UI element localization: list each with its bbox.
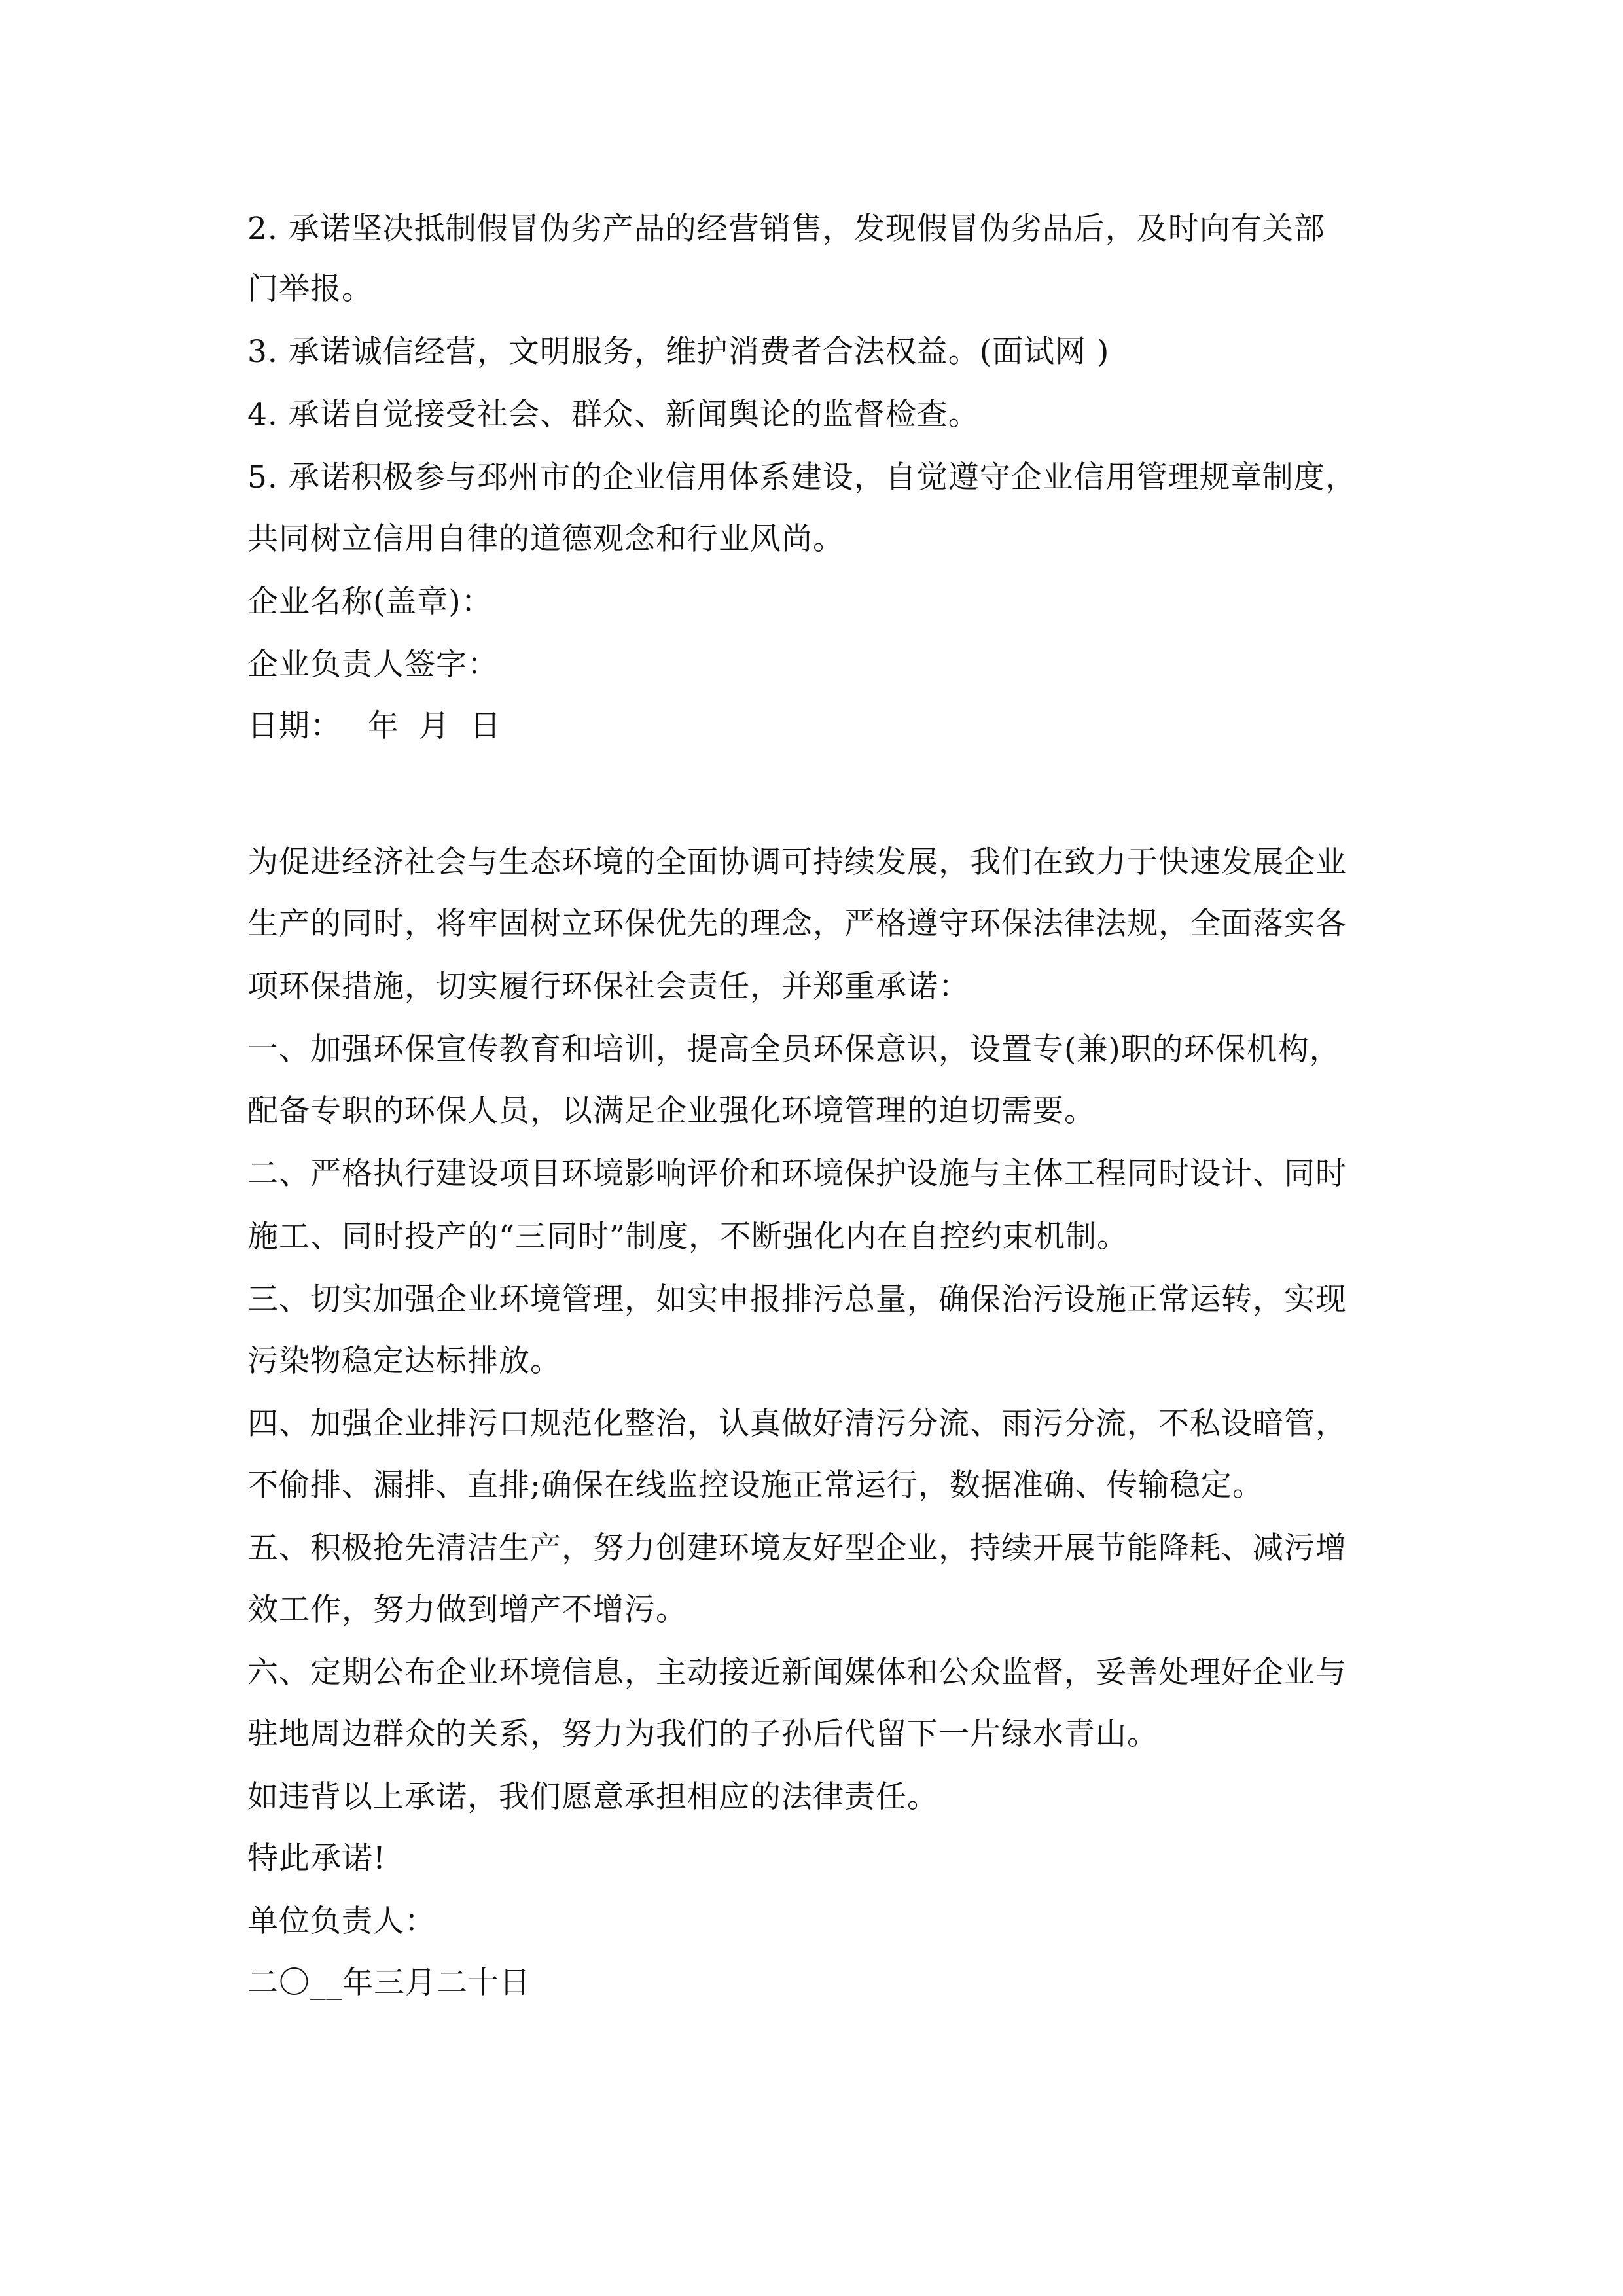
commitment-item-5-line-1: 5. 承诺积极参与邳州市的企业信用体系建设，自觉遵守企业信用管理规章制度， [247, 459, 1357, 495]
commitment-item-2-line-1: 2. 承诺坚决抵制假冒伪劣产品的经营销售，发现假冒伪劣品后，及时向有关部 [247, 211, 1325, 247]
intro-line-3: 项环保措施，切实履行环保社会责任，并郑重承诺： [247, 969, 970, 1005]
leader-signature-label: 企业负责人签字： [247, 647, 499, 683]
pledge-5-line-1: 五、积极抢先清洁生产，努力创建环境友好型企业，持续开展节能降耗、减污增 [247, 1530, 1347, 1566]
liability-statement: 如违背以上承诺，我们愿意承担相应的法律责任。 [247, 1779, 938, 1815]
date-year: 年 [368, 708, 399, 744]
pledge-1-line-2: 配备专职的环保人员，以满足企业强化环境管理的迫切需要。 [247, 1093, 1096, 1129]
pledge-2-line-1: 二、严格执行建设项目环境影响评价和环境保护设施与主体工程同时设计、同时 [247, 1156, 1347, 1192]
pledge-1-line-1: 一、加强环保宣传教育和培训，提高全员环保意识，设置专(兼)职的环保机构， [247, 1031, 1341, 1067]
pledge-2-line-2: 施工、同时投产的“三同时”制度，不断强化内在自控约束机制。 [247, 1219, 1129, 1255]
closing-statement: 特此承诺! [247, 1840, 386, 1876]
pledge-5-line-2: 效工作，努力做到增产不增污。 [247, 1592, 687, 1628]
date-day: 日 [470, 708, 501, 744]
pledge-6-line-2: 驻地周边群众的关系，努力为我们的子孙后代留下一片绿水青山。 [247, 1716, 1158, 1752]
pledge-3-line-1: 三、切实加强企业环境管理，如实申报排污总量，确保治污设施正常运转，实现 [247, 1282, 1347, 1318]
commitment-item-3: 3. 承诺诚信经营，文明服务，维护消费者合法权益。(面试网 ) [247, 334, 1110, 370]
intro-line-1: 为促进经济社会与生态环境的全面协调可持续发展，我们在致力于快速发展企业 [247, 844, 1347, 880]
commitment-item-2-line-2: 门举报。 [247, 271, 373, 307]
pledge-4-line-2: 不偷排、漏排、直排;确保在线监控设施正常运行，数据准确、传输稳定。 [247, 1467, 1264, 1503]
signing-date: 二〇__年三月二十日 [247, 1965, 531, 2001]
date-label: 日期： [247, 708, 342, 744]
pledge-3-line-2: 污染物稳定达标排放。 [247, 1343, 562, 1379]
intro-line-2: 生产的同时，将牢固树立环保优先的理念，严格遵守环保法律法规，全面落实各 [247, 906, 1347, 942]
commitment-item-5-line-2: 共同树立信用自律的道德观念和行业风尚。 [247, 521, 844, 557]
pledge-4-line-1: 四、加强企业排污口规范化整治，认真做好清污分流、雨污分流，不私设暗管， [247, 1406, 1347, 1442]
date-line [247, 707, 501, 746]
unit-leader-label: 单位负责人： [247, 1903, 436, 1939]
date-month: 月 [419, 708, 450, 744]
commitment-item-4: 4. 承诺自觉接受社会、群众、新闻舆论的监督检查。 [247, 397, 980, 433]
company-name-label: 企业名称(盖章)： [247, 584, 493, 620]
pledge-6-line-1: 六、定期公布企业环境信息，主动接近新闻媒体和公众监督，妥善处理好企业与 [247, 1655, 1347, 1691]
